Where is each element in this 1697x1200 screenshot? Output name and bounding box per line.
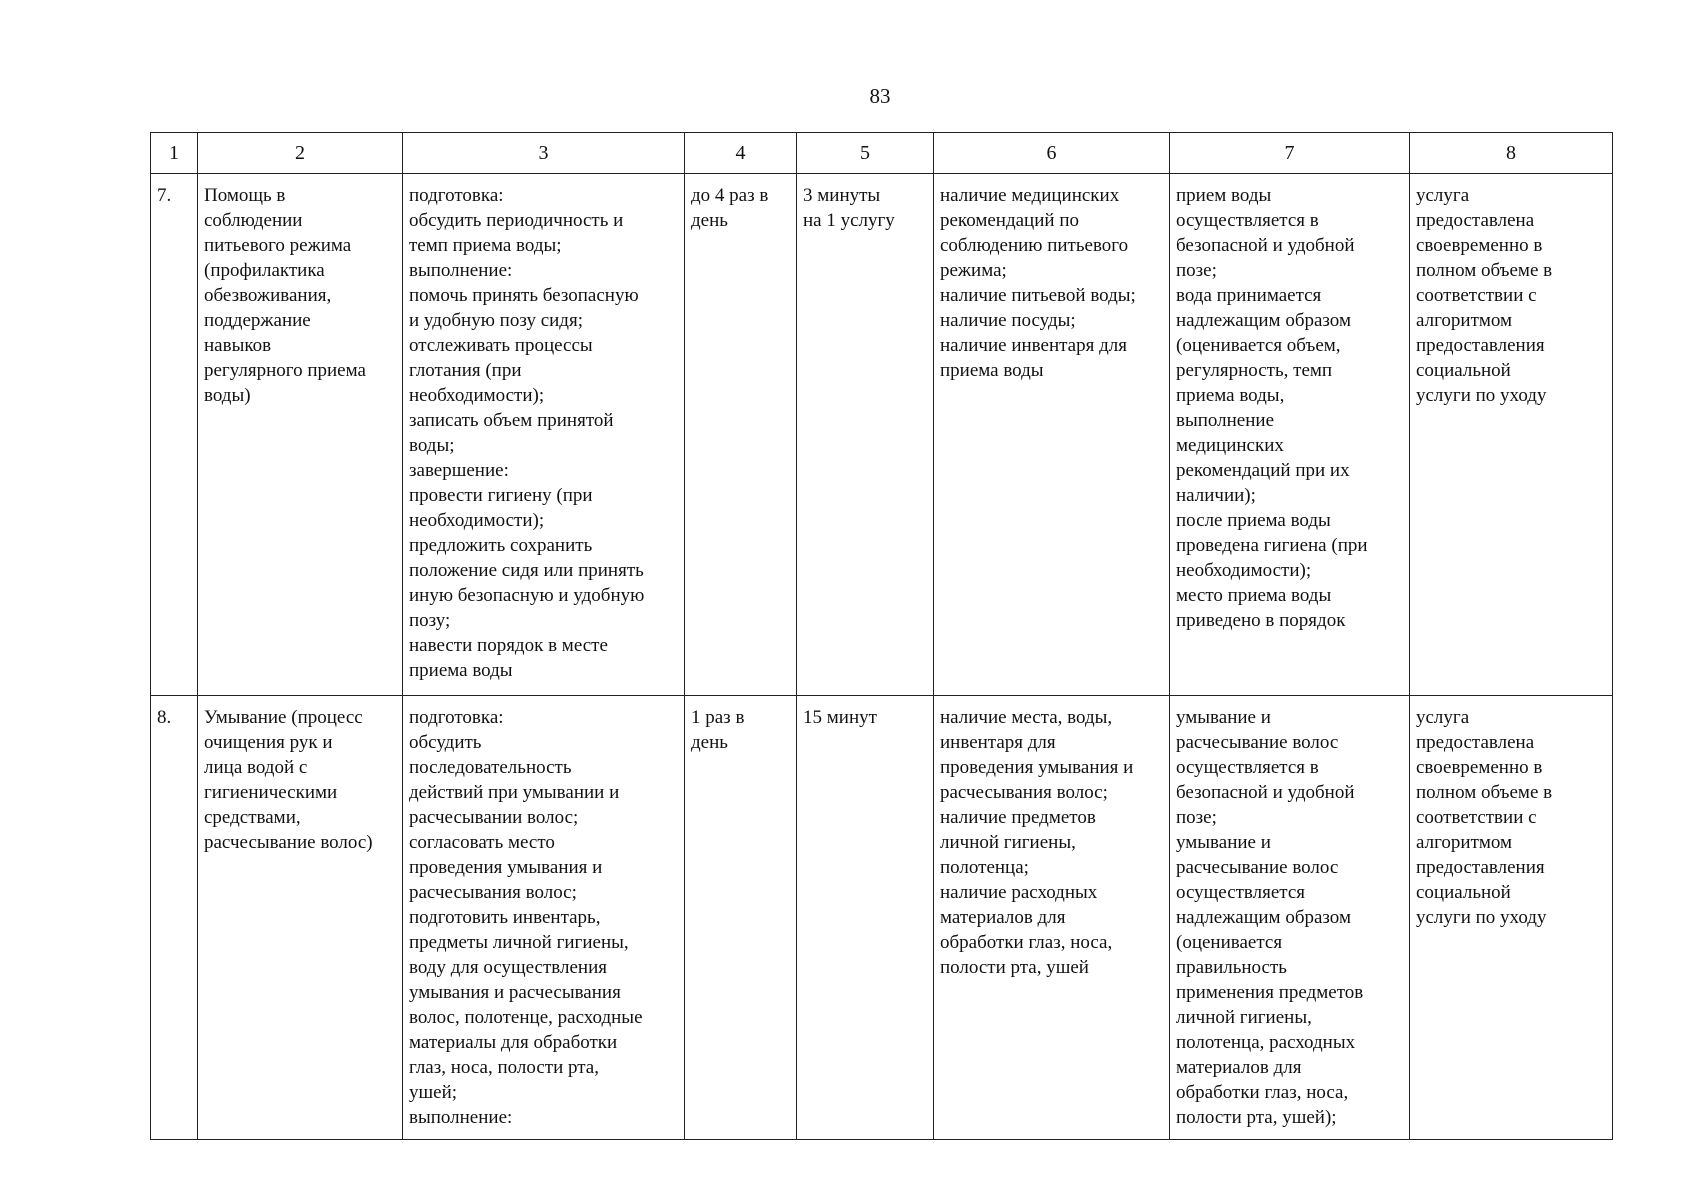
column-header: 6 [934,133,1170,174]
cell-text-line: обсудить [409,732,482,753]
cell-text-line: средствами, [204,807,301,828]
cell-text-line: подготовить инвентарь, [409,907,601,928]
cell-text-line: выполнение [1176,410,1275,431]
cell-text-line: осуществляется [1176,882,1306,903]
cell-text-line: очищения рук и [204,732,333,753]
cell-text-line: материалов для [1176,1057,1302,1078]
cell-text-line: после приема воды [1176,510,1331,531]
cell-text-line: (профилактика [204,260,325,281]
cell-text-line: материалов для [940,907,1066,928]
cell-text-line: 1 раз в [691,707,745,728]
cell-text-line: полотенца, расходных [1176,1032,1356,1053]
cell-text-line: осуществляется в [1176,210,1319,231]
column-header: 4 [685,133,797,174]
cell-text-line: правильность [1176,957,1287,978]
cell-text-line: необходимости); [409,510,545,531]
cell-text-line: режима; [940,260,1007,281]
cell-text-line: 3 минуты [803,185,881,206]
column-header: 8 [1410,133,1613,174]
cell-text-line: предоставлена [1416,732,1535,753]
cell-text-line: расчесывание волос [1176,857,1339,878]
cell-text-line: соответствии с [1416,285,1537,306]
cell-text-line: предоставлена [1416,210,1535,231]
cell-text-line: Помощь в [204,185,286,206]
conditions-cell [934,696,1170,1140]
column-header: 2 [198,133,403,174]
table-row [151,174,1613,696]
cell-text-line: умывания и расчесывания [409,982,621,1003]
cell-text-line: темп приема воды; [409,235,562,256]
cell-text-line: позу; [409,610,451,631]
cell-text-line: полотенца; [940,857,1029,878]
cell-text-line: 15 минут [803,707,877,728]
cell-text-line: позе; [1176,260,1217,281]
service-name-cell [198,696,403,1140]
cell-text-line: обсудить периодичность и [409,210,624,231]
cell-text-line: воды) [204,385,251,406]
cell-text-line: предложить сохранить [409,535,593,556]
cell-text-line: предоставления [1416,335,1545,356]
cell-text-line: иную безопасную и удобную [409,585,645,606]
cell-text-line: прием воды [1176,185,1272,206]
cell-text-line: воду для осуществления [409,957,607,978]
evaluation-cell [1410,174,1613,696]
page-number: 83 [869,84,891,108]
quality-indicators-cell [1170,174,1410,696]
cell-text-line: (оценивается [1176,932,1283,953]
cell-text-line: личной гигиены, [940,832,1076,853]
cell-text-line: умывание и [1176,832,1271,853]
cell-text-line: проведения умывания и [940,757,1134,778]
row-number: 7. [157,185,172,206]
cell-text-line: помочь принять безопасную [409,285,639,306]
cell-text-line: услуга [1416,185,1470,206]
cell-text-line: выполнение: [409,260,513,281]
cell-text-line: до 4 раз в [691,185,769,206]
row-number-cell [151,174,198,696]
cell-text-line: наличии); [1176,485,1256,506]
duration-cell [797,696,934,1140]
cell-text-line: безопасной и удобной [1176,235,1355,256]
cell-text-line: завершение: [409,460,509,481]
cell-text-line: приема воды [409,660,513,681]
cell-text-line: своевременно в [1416,235,1543,256]
cell-text-line: применения предметов [1176,982,1364,1003]
cell-text-line: навыков [204,335,272,356]
row-number-cell [151,696,198,1140]
column-header: 3 [403,133,685,174]
table-row [151,696,1613,1140]
cell-text-line: наличие предметов [940,807,1096,828]
cell-text-line: материалы для обработки [409,1032,618,1053]
cell-text-line: рекомендаций по [940,210,1079,231]
cell-text-line: проведена гигиена (при [1176,535,1368,556]
cell-text-line: вода принимается [1176,285,1322,306]
service-name-cell [198,174,403,696]
cell-text-line: день [691,210,728,231]
quality-indicators-cell [1170,696,1410,1140]
cell-text-line: полном объеме в [1416,782,1553,803]
frequency-cell [685,696,797,1140]
cell-text-line: безопасной и удобной [1176,782,1355,803]
cell-text-line: соблюдении [204,210,303,231]
cell-text-line: услуги по уходу [1416,907,1547,928]
cell-text-line: инвентаря для [940,732,1056,753]
frequency-cell [685,174,797,696]
cell-text-line: и удобную позу сидя; [409,310,583,331]
cell-text-line: лица водой с [204,757,308,778]
cell-text-line: предоставления [1416,857,1545,878]
cell-text-line: навести порядок в месте [409,635,608,656]
cell-text-line: расчесывания волос; [409,882,577,903]
cell-text-line: подготовка: [409,707,504,728]
cell-text-line: гигиеническими [204,782,338,803]
cell-text-line: необходимости); [1176,560,1312,581]
cell-text-line: умывание и [1176,707,1271,728]
column-header: 7 [1170,133,1410,174]
cell-text-line: глотания (при [409,360,522,381]
cell-text-line: полости рта, ушей [940,957,1089,978]
conditions-cell [934,174,1170,696]
cell-text-line: выполнение: [409,1107,513,1128]
column-header: 1 [151,133,198,174]
cell-text-line: приведено в порядок [1176,610,1346,631]
cell-text-line: день [691,732,728,753]
cell-text-line: позе; [1176,807,1217,828]
cell-text-line: расчесывание волос) [204,832,373,853]
cell-text-line: предметы личной гигиены, [409,932,629,953]
cell-text-line: социальной [1416,882,1511,903]
cell-text-line: поддержание [204,310,311,331]
cell-text-line: проведения умывания и [409,857,603,878]
column-header: 5 [797,133,934,174]
cell-text-line: действий при умывании и [409,782,620,803]
cell-text-line: последовательность [409,757,572,778]
cell-text-line: осуществляется в [1176,757,1319,778]
cell-text-line: глаз, носа, полости рта, [409,1057,599,1078]
evaluation-cell [1410,696,1613,1140]
cell-text-line: полном объеме в [1416,260,1553,281]
cell-text-line: обработки глаз, носа, [1176,1082,1349,1103]
cell-text-line: медицинских [1176,435,1284,456]
cell-text-line: соблюдению питьевого [940,235,1129,256]
cell-text-line: Умывание (процесс [204,707,363,728]
cell-text-line: рекомендаций при их [1176,460,1350,481]
cell-text-line: расчесывания волос; [940,782,1108,803]
cell-text-line: регулярность, темп [1176,360,1333,381]
cell-text-line: место приема воды [1176,585,1332,606]
cell-text-line: услуги по уходу [1416,385,1547,406]
service-steps-cell [403,174,685,696]
cell-text-line: волос, полотенце, расходные [409,1007,643,1028]
cell-text-line: обработки глаз, носа, [940,932,1113,953]
cell-text-line: записать объем принятой [409,410,614,431]
cell-text-line: личной гигиены, [1176,1007,1312,1028]
cell-text-line: алгоритмом [1416,310,1513,331]
cell-text-line: на 1 услугу [803,210,895,231]
cell-text-line: провести гигиену (при [409,485,593,506]
cell-text-line: отслеживать процессы [409,335,593,356]
cell-text-line: социальной [1416,360,1511,381]
cell-text-line: ушей; [409,1082,458,1103]
cell-text-line: питьевого режима [204,235,352,256]
cell-text-line: наличие расходных [940,882,1098,903]
cell-text-line: необходимости); [409,385,545,406]
cell-text-line: положение сидя или принять [409,560,644,581]
cell-text-line: надлежащим образом [1176,907,1351,928]
service-steps-cell [403,696,685,1140]
cell-text-line: согласовать место [409,832,555,853]
cell-text-line: наличие инвентаря для [940,335,1127,356]
cell-text-line: расчесывании волос; [409,807,579,828]
cell-text-line: регулярного приема [204,360,366,381]
cell-text-line: приема воды [940,360,1044,381]
cell-text-line: своевременно в [1416,757,1543,778]
row-number: 8. [157,707,172,728]
cell-text-line: обезвоживания, [204,285,332,306]
cell-text-line: наличие посуды; [940,310,1076,331]
cell-text-line: наличие питьевой воды; [940,285,1136,306]
cell-text-line: расчесывание волос [1176,732,1339,753]
cell-text-line: приема воды, [1176,385,1285,406]
service-standards-table [150,132,1613,1140]
duration-cell [797,174,934,696]
cell-text-line: услуга [1416,707,1470,728]
cell-text-line: надлежащим образом [1176,310,1351,331]
cell-text-line: (оценивается объем, [1176,335,1341,356]
cell-text-line: соответствии с [1416,807,1537,828]
cell-text-line: наличие медицинских [940,185,1120,206]
cell-text-line: подготовка: [409,185,504,206]
cell-text-line: алгоритмом [1416,832,1513,853]
cell-text-line: наличие места, воды, [940,707,1113,728]
cell-text-line: воды; [409,435,455,456]
cell-text-line: полости рта, ушей); [1176,1107,1337,1128]
header-row [151,133,1613,174]
